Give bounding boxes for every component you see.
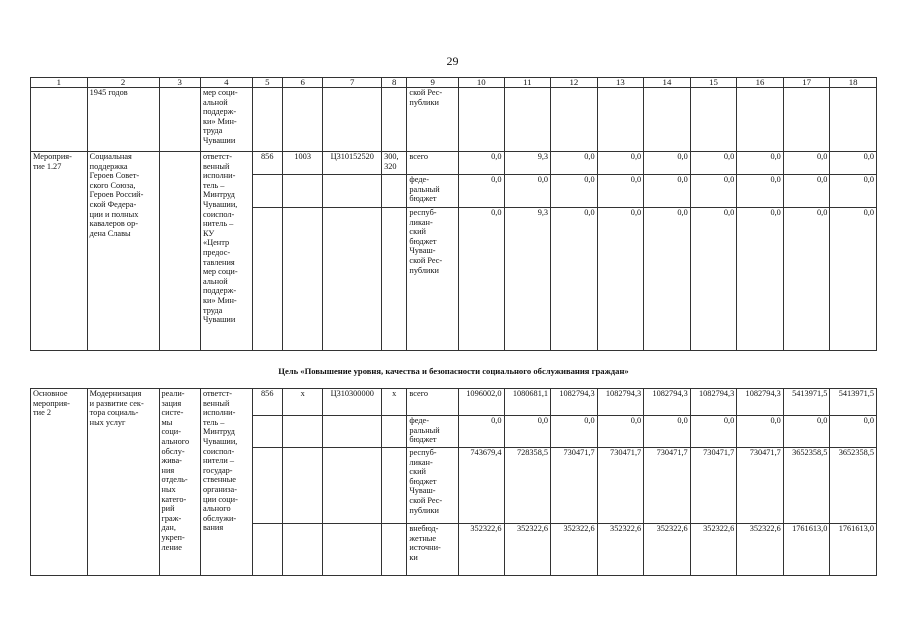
- section-code: x: [282, 389, 322, 416]
- value-cell: 352322,6: [690, 524, 737, 576]
- value-cell: 9,3: [504, 152, 551, 175]
- value-cell: 3652358,5: [830, 448, 877, 524]
- value-cell: 352322,6: [644, 524, 691, 576]
- value-cell: 0,0: [737, 175, 784, 208]
- cell: [382, 524, 407, 576]
- column-number: 16: [737, 78, 784, 88]
- value-cell: 0,0: [830, 208, 877, 351]
- cell: [323, 448, 382, 524]
- column-number: 2: [87, 78, 159, 88]
- value-cell: 0,0: [597, 416, 644, 448]
- funding-source: всего: [407, 152, 459, 175]
- value-cell: 743679,4: [459, 448, 505, 524]
- column-number: 1: [31, 78, 88, 88]
- value-cell: 1761613,0: [830, 524, 877, 576]
- column-number: 3: [159, 78, 200, 88]
- cell: [382, 175, 407, 208]
- value-cell: 0,0: [644, 175, 691, 208]
- column-number: 9: [407, 78, 459, 88]
- value-cell: 0,0: [737, 208, 784, 351]
- budget-table-top: [30, 77, 877, 351]
- value-cell: 1082794,3: [690, 389, 737, 416]
- responsible-executor: ответст- венный исполни- тель – Минтруд Чувашии, соиспол- нитель – КУ «Центр предос- тавления мер соци- альной поддерж- ки» Мин- труда Чувашии: [200, 152, 252, 351]
- column-number: 4: [200, 78, 252, 88]
- value-cell: 1080681,1: [504, 389, 551, 416]
- measure-code: Основное мероприя- тие 2: [31, 389, 88, 576]
- cell: [282, 88, 322, 152]
- value-cell: 0,0: [737, 152, 784, 175]
- measure-code: Мероприя- тие 1.27: [31, 152, 88, 351]
- column-number: 13: [597, 78, 644, 88]
- column-number: 14: [644, 78, 691, 88]
- cell: [282, 524, 322, 576]
- cell: [323, 208, 382, 351]
- cell: [252, 175, 282, 208]
- value-cell: 0,0: [737, 416, 784, 448]
- cell: [282, 175, 322, 208]
- value-cell: 0,0: [690, 175, 737, 208]
- value-cell: 0,0: [783, 152, 830, 175]
- value-cell: 352322,6: [551, 524, 598, 576]
- column-number: 6: [282, 78, 322, 88]
- cell: [830, 88, 877, 152]
- value-cell: 0,0: [551, 152, 598, 175]
- table-row: [31, 152, 877, 175]
- cell: [644, 88, 691, 152]
- value-cell: 1082794,3: [644, 389, 691, 416]
- column-number: 8: [382, 78, 407, 88]
- value-cell: 0,0: [459, 416, 505, 448]
- value-cell: 5413971,5: [783, 389, 830, 416]
- value-cell: 1082794,3: [597, 389, 644, 416]
- funding-source: респуб- ликан- ский бюджет Чуваш- ской Рес- публики: [407, 208, 459, 351]
- column-number: 18: [830, 78, 877, 88]
- value-cell: 352322,6: [737, 524, 784, 576]
- funding-source: респуб- ликан- ский бюджет Чуваш- ской Рес- публики: [407, 448, 459, 524]
- value-cell: 730471,7: [737, 448, 784, 524]
- column-number: 7: [323, 78, 382, 88]
- value-cell: 0,0: [644, 208, 691, 351]
- value-cell: 0,0: [644, 152, 691, 175]
- measure-goal: [159, 152, 200, 351]
- column-number: 10: [459, 78, 505, 88]
- value-cell: 0,0: [597, 152, 644, 175]
- section-code: 1003: [282, 152, 322, 175]
- value-cell: 1761613,0: [783, 524, 830, 576]
- value-cell: 1082794,3: [737, 389, 784, 416]
- column-number: 15: [690, 78, 737, 88]
- value-cell: 0,0: [551, 208, 598, 351]
- cell: [282, 448, 322, 524]
- cell: [737, 88, 784, 152]
- value-cell: 0,0: [830, 175, 877, 208]
- value-cell: 730471,7: [644, 448, 691, 524]
- expense-type: 300, 320: [382, 152, 407, 175]
- expense-type: x: [382, 389, 407, 416]
- measure-name: Модернизация и развитие сек- тора социаль- ных услуг: [87, 389, 159, 576]
- column-number: 17: [783, 78, 830, 88]
- funding-source: всего: [407, 389, 459, 416]
- cell: [252, 448, 282, 524]
- cell: [551, 88, 598, 152]
- value-cell: 0,0: [830, 152, 877, 175]
- value-cell: 1096002,0: [459, 389, 505, 416]
- cell: [382, 448, 407, 524]
- cell: [252, 416, 282, 448]
- value-cell: 0,0: [551, 175, 598, 208]
- value-cell: 3652358,5: [783, 448, 830, 524]
- goal-heading: Цель «Повышение уровня, качества и безопасности социального обслуживания граждан»: [278, 366, 629, 376]
- value-cell: 0,0: [504, 175, 551, 208]
- value-cell: 0,0: [690, 208, 737, 351]
- funding-source: внебюд- жетные источни- ки: [407, 524, 459, 576]
- cell: [252, 208, 282, 351]
- cell: [382, 88, 407, 152]
- value-cell: 1082794,3: [551, 389, 598, 416]
- value-cell: 0,0: [459, 152, 505, 175]
- budget-code: 856: [252, 389, 282, 416]
- column-number: 5: [252, 78, 282, 88]
- value-cell: 352322,6: [504, 524, 551, 576]
- budget-code: 856: [252, 152, 282, 175]
- value-cell: 0,0: [783, 175, 830, 208]
- value-cell: 0,0: [690, 416, 737, 448]
- cell: [323, 88, 382, 152]
- cell: [382, 208, 407, 351]
- page-number: 29: [446, 54, 459, 68]
- value-cell: 730471,7: [551, 448, 598, 524]
- value-cell: 730471,7: [690, 448, 737, 524]
- column-number: 12: [551, 78, 598, 88]
- cell: ской Рес- публики: [407, 88, 459, 152]
- cell: [783, 88, 830, 152]
- value-cell: 0,0: [690, 152, 737, 175]
- responsible-executor: ответст- венный исполни- тель – Минтруд Чувашии, соиспол- нители – государ- ственные организа- ции соци- ального обслужи- вания: [200, 389, 252, 576]
- value-cell: 0,0: [644, 416, 691, 448]
- cell: [159, 88, 200, 152]
- measure-goal: реали- зация систе- мы соци- ального обслу- жива- ния отдель- ных катего- рий граж- дан, укреп- ление: [159, 389, 200, 576]
- cell: [459, 88, 505, 152]
- cell: [323, 175, 382, 208]
- value-cell: 5413971,5: [830, 389, 877, 416]
- target-article: Ц310300000: [323, 389, 382, 416]
- value-cell: 730471,7: [597, 448, 644, 524]
- value-cell: 0,0: [830, 416, 877, 448]
- cell: [31, 88, 88, 152]
- value-cell: 0,0: [459, 175, 505, 208]
- budget-table-bottom: [30, 388, 877, 576]
- value-cell: 0,0: [783, 416, 830, 448]
- column-number-row: [31, 78, 877, 88]
- cell: [504, 88, 551, 152]
- value-cell: 728358,5: [504, 448, 551, 524]
- cell: [382, 416, 407, 448]
- cell: [597, 88, 644, 152]
- value-cell: 352322,6: [459, 524, 505, 576]
- value-cell: 352322,6: [597, 524, 644, 576]
- cell: [282, 416, 322, 448]
- value-cell: 0,0: [504, 416, 551, 448]
- cell: 1945 годов: [87, 88, 159, 152]
- value-cell: 0,0: [459, 208, 505, 351]
- value-cell: 0,0: [551, 416, 598, 448]
- cell: [282, 208, 322, 351]
- measure-name: Социальная поддержка Героев Совет- ского Союза, Героев Россий- ской Федера- ции и полных кавалеров ор- дена Славы: [87, 152, 159, 351]
- column-number: 11: [504, 78, 551, 88]
- value-cell: 9,3: [504, 208, 551, 351]
- value-cell: 0,0: [783, 208, 830, 351]
- funding-source: феде- ральный бюджет: [407, 175, 459, 208]
- cell: [323, 524, 382, 576]
- cell: мер соци- альной поддерж- ки» Мин- труда Чувашии: [200, 88, 252, 152]
- cell: [252, 524, 282, 576]
- cell: [690, 88, 737, 152]
- value-cell: 0,0: [597, 175, 644, 208]
- target-article: Ц310152520: [323, 152, 382, 175]
- value-cell: 0,0: [597, 208, 644, 351]
- table-row: [31, 389, 877, 416]
- cell: [323, 416, 382, 448]
- cell: [252, 88, 282, 152]
- funding-source: феде- ральный бюджет: [407, 416, 459, 448]
- continuation-row: [31, 88, 877, 152]
